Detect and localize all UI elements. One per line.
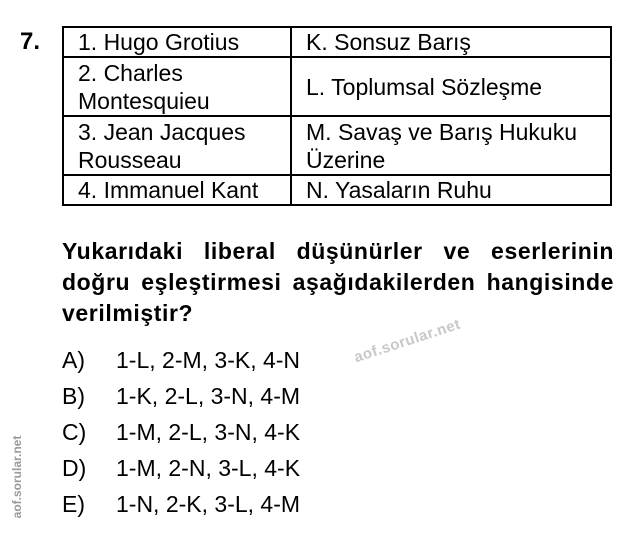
question-number: 7. <box>20 28 41 55</box>
table-row <box>63 116 611 175</box>
answer-option-d[interactable] <box>62 454 300 482</box>
table-row <box>63 175 611 205</box>
table-row <box>63 27 611 57</box>
watermark-diagonal: aof.sorular.net <box>352 315 463 367</box>
thinker-cell: 1. Hugo Grotius <box>63 27 291 57</box>
thinker-cell: 4. Immanuel Kant <box>63 175 291 205</box>
work-cell: M. Savaş ve Barış Hukuku Üzerine <box>291 116 611 175</box>
option-letter: E) <box>62 491 85 517</box>
answer-option-e[interactable] <box>62 490 300 518</box>
question-stem: Yukarıdaki liberal düşünürler ve eserlerinin doğru eşleştirmesi aşağıdakilerden hangisinde verilmiştir? <box>62 238 614 326</box>
matching-table <box>62 26 612 206</box>
answer-option-c[interactable] <box>62 418 300 446</box>
option-text: 1-M, 2-L, 3-N, 4-K <box>116 419 301 445</box>
option-text: 1-K, 2-L, 3-N, 4-M <box>116 383 301 409</box>
table-row <box>63 57 611 116</box>
option-letter: A) <box>62 347 85 373</box>
option-text: 1-M, 2-N, 3-L, 4-K <box>116 455 301 481</box>
work-cell: L. Toplumsal Sözleşme <box>291 57 611 116</box>
option-letter: C) <box>62 419 87 445</box>
option-letter: B) <box>62 383 85 409</box>
work-cell: K. Sonsuz Barış <box>291 27 611 57</box>
option-text: 1-L, 2-M, 3-K, 4-N <box>116 347 301 373</box>
watermark-side: aof.sorular.net <box>10 435 24 519</box>
answer-option-b[interactable] <box>62 382 300 410</box>
thinker-cell: 3. Jean Jacques Rousseau <box>63 116 291 175</box>
option-letter: D) <box>62 455 87 481</box>
thinker-cell: 2. Charles Montesquieu <box>63 57 291 116</box>
work-cell: N. Yasaların Ruhu <box>291 175 611 205</box>
answer-option-a[interactable] <box>62 346 300 374</box>
option-text: 1-N, 2-K, 3-L, 4-M <box>116 491 301 517</box>
